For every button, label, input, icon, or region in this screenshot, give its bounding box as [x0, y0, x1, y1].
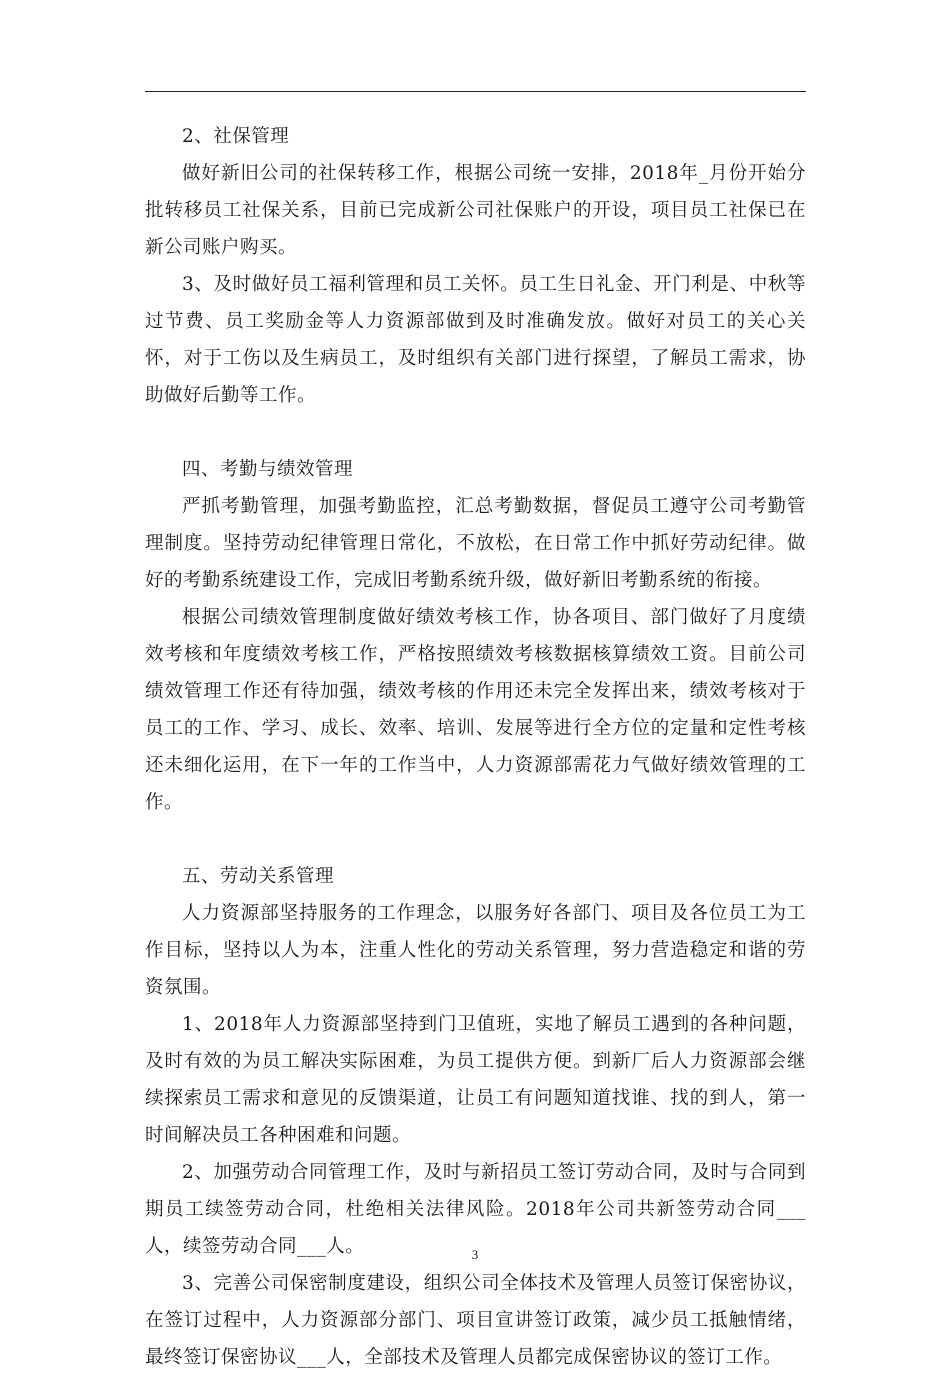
document-body [145, 118, 806, 1376]
page-number: 3 [471, 1247, 479, 1262]
paragraph-social-insurance-transfer: 做好新旧公司的社保转移工作，根据公司统一安排，2018年_月份开始分批转移员工社保关系，目前已完成新公司社保账户的开设，项目员工社保已在新公司账户购买。 [145, 163, 806, 258]
header-rule [145, 91, 806, 92]
section-heading-labor-relations: 五、劳动关系管理 [182, 866, 335, 887]
paragraph-confidentiality: 3、完善公司保密制度建设，组织公司全体技术及管理人员签订保密协议，在签订过程中，人力资源部分部门、项目宣讲签订政策，减少员工抵触情绪，最终签订保密协议___人，全部技术及管理人员都完成保密协议的签订工作。 [145, 1273, 806, 1368]
paragraph-performance: 根据公司绩效管理制度做好绩效考核工作，协各项目、部门做好了月度绩效考核和年度绩效考核工作，严格按照绩效考核数据核算绩效工资。目前公司绩效管理工作还有待加强，绩效考核的作用还未完全发挥出来，绩效考核对于员工的工作、学习、成长、效率、培训、发展等进行全方位的定量和定性考核还未细化运用，在下一年的工作当中，人力资源部需花力气做好绩效管理的工作。 [145, 607, 806, 813]
paragraph-attendance: 严抓考勤管理，加强考勤监控，汇总考勤数据，督促员工遵守公司考勤管理制度。坚持劳动纪律管理日常化，不放松，在日常工作中抓好劳动纪律。做好的考勤系统建设工作，完成旧考勤系统升级，做好新旧考勤系统的衔接。 [145, 496, 806, 591]
section-heading-attendance-performance: 四、考勤与绩效管理 [182, 459, 354, 480]
paragraph-gate-duty: 1、2018年人力资源部坚持到门卫值班，实地了解员工遇到的各种问题，及时有效的为员工解决实际困难，为员工提供方便。到新厂后人力资源部会继续探索员工需求和意见的反馈渠道，让员工有问题知道找谁、找的到人，第一时间解决员工各种困难和问题。 [145, 1014, 806, 1146]
section-heading-social-insurance: 2、社保管理 [182, 126, 290, 147]
paragraph-employee-welfare: 3、及时做好员工福利管理和员工关怀。员工生日礼金、开门利是、中秋等过节费、员工奖励金等人力资源部做到及时准确发放。做好对员工的关心关怀，对于工伤以及生病员工，及时组织有关部门进行探望，了解员工需求，协助做好后勤等工作。 [145, 274, 806, 406]
section-spacer [145, 821, 806, 858]
paragraph-labor-relations-intro: 人力资源部坚持服务的工作理念，以服务好各部门、项目及各位员工为工作目标，坚持以人为本，注重人性化的劳动关系管理，努力营造稳定和谐的劳资氛围。 [145, 903, 806, 998]
paragraph-labor-contracts: 2、加强劳动合同管理工作，及时与新招员工签订劳动合同，及时与合同到期员工续签劳动合同，杜绝相关法律风险。2018年公司共新签劳动合同___人，续签劳动合同___人。 [145, 1162, 806, 1257]
section-spacer [145, 414, 806, 451]
